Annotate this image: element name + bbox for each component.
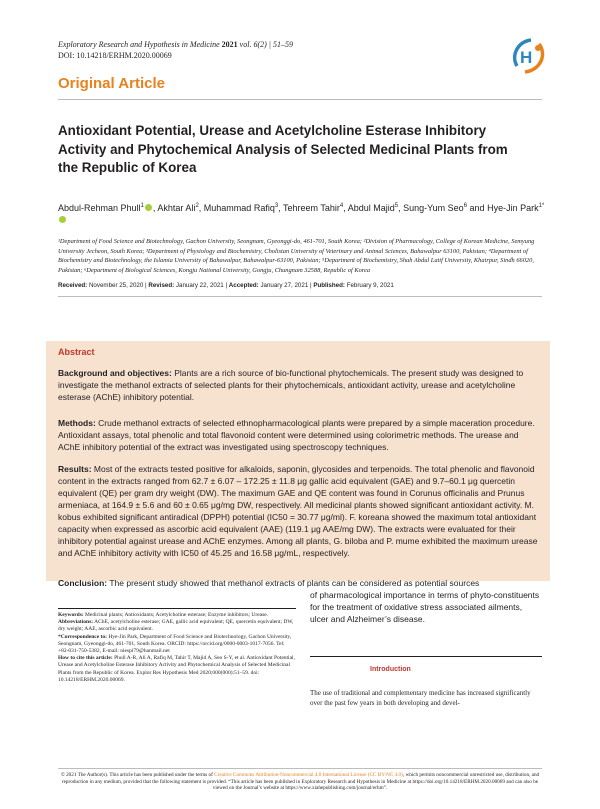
divider	[310, 656, 542, 657]
author-separator: ,	[278, 203, 284, 213]
received-label: Received:	[58, 282, 88, 289]
revised-date: January 22, 2021	[175, 282, 224, 289]
affiliations: ¹Department of Food Science and Biotechnology, Gachon University, Seongnam, Gyeonggi-do, 461-701, South Korea; ²Division of Pharmacology, College of Korean Medicine, Semyung University Jecheon, South Korea; ³Department of Physiology and Biochemistry, Cholistan University of Veterinary and Animal Sciences, Bahawalpur 63100, Pakistan; ⁴Department of Biochemistry and Biotechnology, the Islamia University of Bahawalpur, Bahawalpur-63100, Pakistan; ⁵Department of Biochemistry, Shah Abdul Latif University, Khairpur, Sindh 66020, Pakistan; ⁶Department of Biological Sciences, Kongju National University, Gongju, Chungnam 32588, Republic of Korea	[58, 238, 535, 274]
how-to-cite	[58, 655, 296, 684]
abstract-results	[58, 463, 542, 559]
journal-volume: vol. 6(2) | 51–59	[237, 40, 293, 49]
divider	[58, 99, 542, 100]
background-label: Background and objectives:	[58, 368, 172, 378]
received-date: November 25, 2020	[88, 282, 144, 289]
background-text: Plants are a rich source of bio-functional phytochemicals. The present study was designed to investigate the methanol extracts of selected plants for their phytochemicals, antioxidant activity, urease and acetylcholine esterase (AChE) inhibitory potential.	[58, 368, 524, 402]
journal-year: 2021	[221, 40, 238, 49]
how-to-cite-text: Phull A-R, Ali A, Rafiq M, Tahir T, Majid A, Seo S-Y, et al. Antioxidant Potential, Urease and Acetylcholine Esterase Inhibitory Activity and Phytochemical Analysis of Selected Medicinal Plants from the Republic of Korea. Explor Res Hypothesis Med 2020;000(000):51–59. doi: 10.14218/ERHM.2020.00069.	[58, 655, 295, 683]
divider	[58, 768, 542, 769]
doi[interactable]: DOI: 10.14218/ERHM.2020.00069	[58, 51, 172, 60]
article-title: Antioxidant Potential, Urease and Acetylcholine Esterase Inhibitory Activity and Phytochemical Analysis of Selected Medicinal Plants from the Republic of Korea	[58, 123, 508, 175]
journal-name: Exploratory Research and Hypothesis in Medicine	[58, 40, 220, 49]
abstract-background	[58, 367, 542, 403]
conclusion-continued: of pharmacological importance in terms of phyto-constituents for the treatment of oxidative stress associated ailments, ulcer and Alzheimer’s disease.	[310, 590, 540, 624]
article-type: Original Article	[58, 75, 165, 92]
methods-label: Methods:	[58, 418, 96, 428]
orcid-icon[interactable]	[59, 216, 66, 223]
author-affiliation-sup: 1	[140, 203, 144, 209]
author-name: Tehreem Tahir	[283, 203, 340, 213]
methods-text: Crude methanol extracts of selected ethnopharmacological plants were prepared by a simple maceration procedure. Antioxidant assays, total phenolic and total flavonoid content were determined using colorimetric methods. The urease and AChE inhibitory potential of the extract was investigated using spectroscopy techniques.	[58, 418, 535, 452]
author-separator: ,	[398, 203, 404, 213]
journal-citation	[58, 40, 293, 50]
author-name: Abdul Majid	[347, 203, 395, 213]
author-affiliation-sup: 5	[394, 203, 399, 209]
author-affiliation-sup: 3	[274, 203, 279, 209]
correspondence-label: *Correspondence to:	[58, 633, 107, 640]
abbreviations-label: Abbreviations:	[58, 619, 94, 626]
introduction-heading: Introduction	[370, 666, 411, 673]
author-name: Muhammad Rafiq	[203, 203, 275, 213]
author-affiliation-sup: 2	[195, 203, 199, 209]
footer-text-b: , which permits noncommercial unrestricted use, distribution, and reproduction in any medium, provided that the following statement is provided. “This article has been published in Exploratory Research and Hypothesis in Medicine at https://doi.org/10.14218/ERHM.2020.00069 and can also be viewed on the Journal’s website at https://www.xiahepublishing.com/journal/erhm”.	[61, 772, 540, 792]
abstract-heading: Abstract	[58, 347, 95, 357]
published-label: Published:	[313, 282, 345, 289]
author-affiliation-sup: 4	[339, 203, 344, 209]
author-name: and Hye-Jin Park	[469, 203, 539, 213]
license-link[interactable]: Creative Commons Attribution-Noncommercial 4.0 International License (CC BY-NC 4.0)	[214, 772, 403, 778]
author-name: Akhtar Ali	[157, 203, 196, 213]
author-separator: ,	[198, 203, 204, 213]
article-info-notes	[58, 612, 296, 684]
introduction-text: The use of traditional and complementary medicine has increased significantly over the past few years in both developing and devel-	[310, 689, 531, 707]
author-affiliation-sup: 6	[463, 203, 468, 209]
author-affiliation-sup: 1*	[538, 203, 545, 209]
keywords-label: Keywords:	[58, 612, 84, 618]
results-label: Results:	[58, 464, 92, 474]
author-name: Sung-Yum Seo	[403, 203, 464, 213]
conclusion-text: The present study showed that methanol extracts of plants can be considered as potential sources	[109, 578, 480, 588]
author-separator: ,	[343, 203, 348, 213]
abstract-conclusion	[58, 577, 542, 589]
correspondence	[58, 634, 296, 656]
conclusion-label: Conclusion:	[58, 578, 108, 588]
revised-label: Revised:	[148, 282, 175, 289]
author-separator: ,	[152, 203, 158, 213]
footer-text-a: © 2021 The Author(s). This article has been published under the terms of	[60, 772, 215, 778]
published-date: February 9, 2021	[346, 282, 394, 289]
abbreviations	[58, 619, 296, 633]
svg-text:H: H	[520, 48, 533, 67]
article-dates: Received: November 25, 2020 | Revised: January 22, 2021 | Accepted: January 27, 2021 | Published: February 9, 2021	[58, 282, 394, 289]
results-text: Most of the extracts tested positive for alkaloids, saponin, glycosides and terpenoids. The total phenolic and flavonoid content in the extracts ranged from 62.7 ± 6.07 – 172.25 ± 11.8 μg gallic acid equivalent (GAE) and 9.7–60.1 μg quercetin equivalent (QE) per gram dry weight (DW). The maximum GAE and QE content was found in Corunus officinalis and Prunus armeniaca, at 164.9 ± 5.6 and 60 ± 0.65 μg/mg DW, respectively. All medicinal plants showed significant antioxidant activity. M. kobus exhibited significant antiradical (DPPH) potential (IC50 = 30.77 μg/ml). F. koreana showed the maximum total antioxidant capacity when expressed as ascorbic acid equivalent (AAE) (119.1 μg AAE/mg DW). The extracts were evaluated for their inhibitory potential against urease and AChE enzymes. Among all plants, G. biloba and P. mume exhibited the maximum urease and AChE inhibitory activity with IC50 of 45.25 and 16.58 μg/mL, respectively.	[58, 464, 538, 558]
divider	[58, 608, 296, 609]
license-footer	[58, 772, 542, 792]
keywords-text: Medicinal plants; Antioxidants; Acetylcholine esterase; Enzyme inhibitors; Urease.	[85, 612, 269, 618]
orcid-icon[interactable]	[145, 204, 152, 211]
abbreviations-text: AChE, acetylcholine esterase; GAE, gallic acid equivalent; QE, quercetin equivalent; DW, dry weight; AAE, ascorbic acid equivalent.	[58, 619, 294, 633]
how-to-cite-label: How to cite this article:	[58, 655, 113, 662]
author-name: Abdul-Rehman Phull	[58, 203, 141, 213]
keywords	[58, 612, 296, 619]
journal-logo-icon	[509, 36, 549, 76]
divider	[58, 296, 542, 297]
accepted-date: January 27, 2021	[260, 282, 309, 289]
abstract-methods	[58, 417, 542, 453]
correspondence-text: Hye-Jin Park, Department of Food Science and Biotechnology, Gachon University, Seongnam, Gyeonggi-do, 461-701, South Korea. ORCID: https://orcid.org/0000-0003-1017-7056. Tel: +82-031-750-5382, E-mail: niespi79@hanmail.net	[58, 633, 292, 655]
author-list	[58, 200, 546, 226]
accepted-label: Accepted:	[228, 282, 259, 289]
